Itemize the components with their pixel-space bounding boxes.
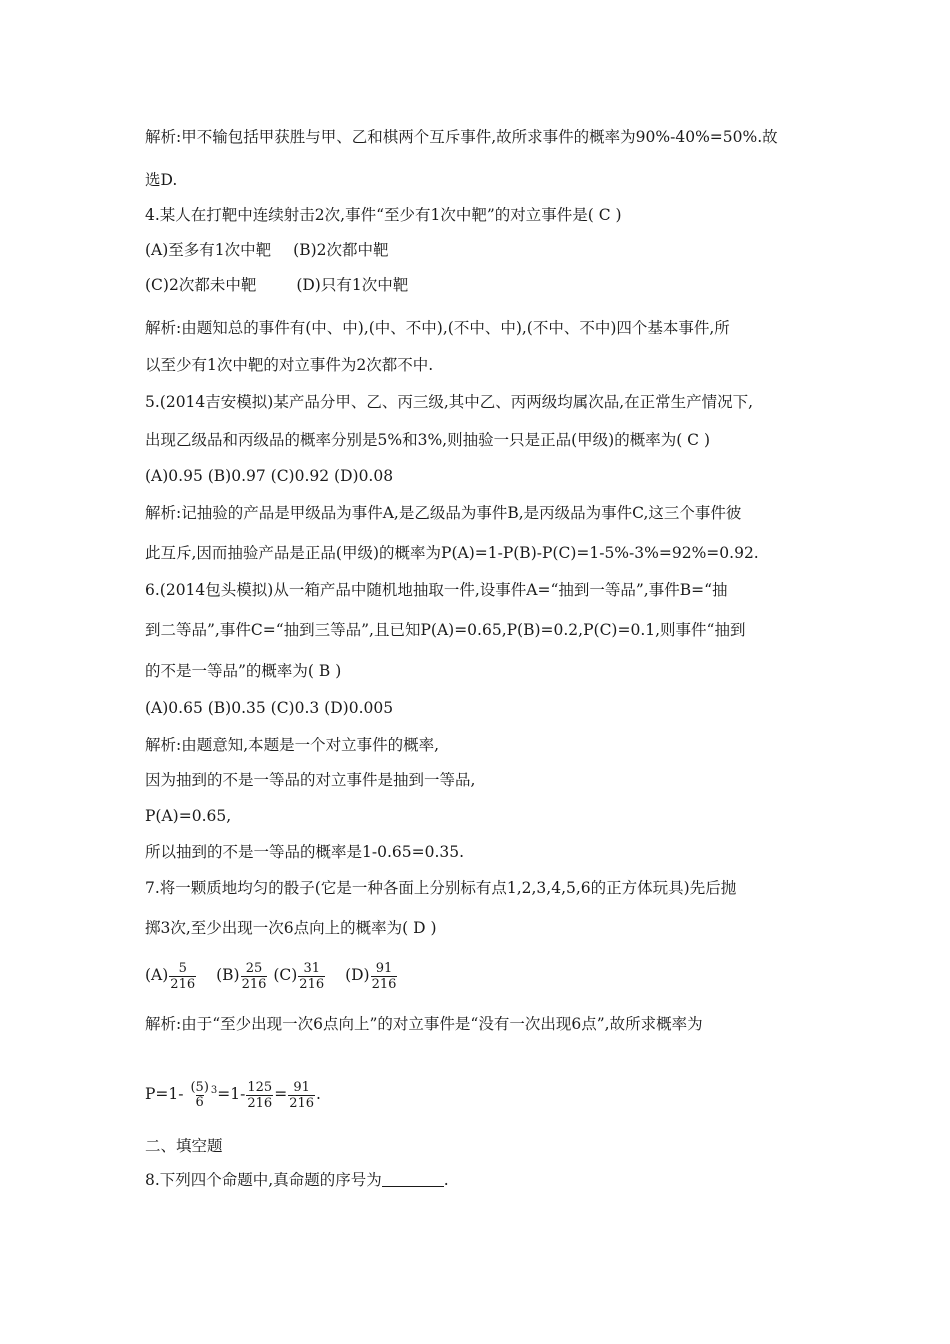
option-4a: (A)至多有1次中靶 [145,241,272,259]
solution-3-line-2: 选D. [145,171,178,189]
solution-4-line-1: 解析:由题知总的事件有(中、中),(中、不中),(不中、中),(不中、不中)四个基本事件,所 [145,319,730,337]
solution-6-line-2: 因为抽到的不是一等品的对立事件是抽到一等品, [145,771,476,789]
question-8-period: . [443,1171,449,1189]
solution-7-line-1: 解析:由于“至少出现一次6点向上”的对立事件是“没有一次出现6点”,故所求概率为 [145,1015,703,1033]
solution-6-line-1: 解析:由题意知,本题是一个对立事件的概率, [145,736,440,754]
question-6-stem-line-2: 到二等品”,事件C=“抽到三等品”,且已知P(A)=0.65,P(B)=0.2,P(C)=0.1,则事件“抽到 [145,621,746,639]
question-6-stem-line-1: 6.(2014包头模拟)从一箱产品中随机地抽取一件,设事件A=“抽到一等品”,事件B=“抽 [145,581,728,599]
option-4c: (C)2次都未中靶 [145,276,257,294]
formula-end: . [316,1085,321,1104]
section-heading-fill-in: 二、填空题 [145,1137,223,1155]
question-4-options-row-1 [145,240,389,260]
solution-3-line-1: 解析:甲不输包括甲获胜与甲、乙和棋两个互斥事件,故所求事件的概率为90%-40%=50%.故 [145,128,778,146]
solution-5-line-1: 解析:记抽验的产品是甲级品为事件A,是乙级品为事件B,是丙级品为事件C,这三个事件彼 [145,504,742,522]
option-7b-fraction: $\frac{25}{216}$ [241,960,267,992]
solution-4-line-2: 以至少有1次中靶的对立事件为2次都不中. [145,356,434,374]
formula-prefix: P=1- [145,1085,184,1104]
option-7c-label: (C) [273,966,298,984]
question-5-stem-line-2: 出现乙级品和丙级品的概率分别是5%和3%,则抽验一只是正品(甲级)的概率为( C ) [145,431,711,449]
question-5-stem-line-1: 5.(2014吉安模拟)某产品分甲、乙、丙三级,其中乙、丙两级均属次品,在正常生产情况下, [145,393,754,411]
formula-fraction-3: $\frac{91}{216}$ [289,1079,315,1111]
question-7-stem-line-1: 7.将一颗质地均匀的骰子(它是一种各面上分别标有点1,2,3,4,5,6的正方体玩具)先后抛 [145,879,737,897]
option-7d-fraction: $\frac{91}{216}$ [371,960,397,992]
formula-eq-1: =1- [217,1085,246,1104]
question-8-stem [145,1170,449,1190]
question-8-text: 8.下列四个命题中,真命题的序号为 [145,1171,382,1189]
formula-exponent: 3 [210,1085,218,1096]
question-7-options [145,958,398,992]
option-4d: (D)只有1次中靶 [296,276,409,294]
question-6-options: (A)0.65 (B)0.35 (C)0.3 (D)0.005 [145,699,394,717]
option-7a-fraction: $\frac{5}{216}$ [170,960,196,992]
solution-7-formula [145,1072,321,1113]
question-4-stem: 4.某人在打靶中连续射击2次,事件“至少有1次中靶”的对立事件是( C ) [145,206,622,224]
formula-fraction-2: $\frac{125}{216}$ [247,1079,273,1111]
option-7a-label: (A) [145,966,169,984]
answer-blank [382,1172,444,1187]
question-7-stem-line-2: 掷3次,至少出现一次6点向上的概率为( D ) [145,919,437,937]
question-4-options-row-2 [145,275,408,295]
question-5-options: (A)0.95 (B)0.97 (C)0.92 (D)0.08 [145,467,394,485]
option-7b-label: (B) [216,966,240,984]
solution-5-line-2: 此互斥,因而抽验产品是正品(甲级)的概率为P(A)=1-P(B)-P(C)=1-5%-3%=92%=0.92. [145,544,759,562]
option-7d-label: (D) [345,966,370,984]
solution-6-line-3: P(A)=0.65, [145,807,232,825]
formula-fraction-base: (5) 6 [190,1080,209,1111]
solution-6-line-4: 所以抽到的不是一等品的概率是1-0.65=0.35. [145,843,465,861]
option-4b: (B)2次都中靶 [293,241,389,259]
question-6-stem-line-3: 的不是一等品”的概率为( B ) [145,662,342,680]
formula-eq-2: = [274,1085,288,1104]
option-7c-fraction: $\frac{31}{216}$ [299,960,325,992]
